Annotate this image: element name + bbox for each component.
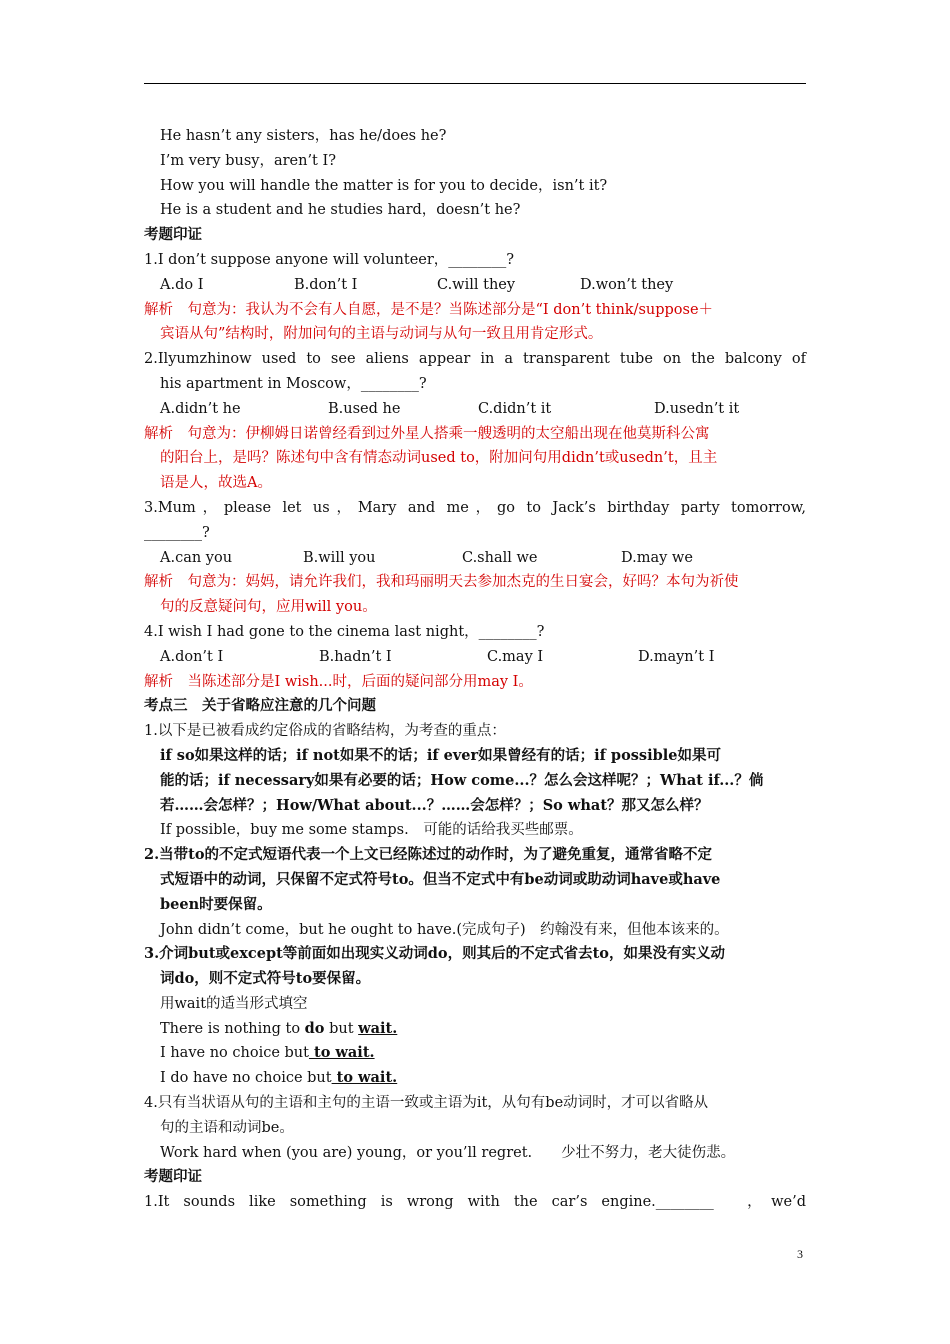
option: A.do I (160, 276, 204, 293)
point-line: 若……会怎样？；How/What about...？……会怎样？；So what？那又怎么样？ (160, 796, 709, 814)
option: C.may I (487, 648, 544, 665)
option: B.used he (328, 400, 401, 417)
exercise-answer: to wait. (308, 1044, 375, 1062)
example-line: John didn’t come，but he ought to have.(完成句子) 约翰没有来，但他本该来的。 (160, 921, 729, 938)
example-line: He is a student and he studies hard，doesn’t he? (160, 202, 521, 219)
exercise-answer: to wait. (331, 1069, 398, 1087)
explanation-line: 宾语从句”结构时，附加问句的主语与动词与从句一致且用肯定形式。 (160, 326, 603, 343)
exercise-line (144, 1017, 806, 1042)
point-line: if so如果这样的话；if not如果不的话；if ever如果曾经有的话；if possible如果可 (160, 746, 721, 764)
option: C.didn’t it (478, 400, 552, 417)
section-heading: 考题印证 (144, 1168, 202, 1186)
section-heading: 考题印证 (144, 226, 202, 244)
example-line: If possible，buy me some stamps. 可能的话给我买些邮票。 (160, 822, 583, 839)
exercise-line (144, 1066, 806, 1091)
option: C.will they (437, 276, 516, 293)
explanation-line: 的阳台上，是吗？陈述句中含有情态动词used to，附加问句用didn’t或usedn’t，且主 (160, 450, 718, 467)
option: D.won’t they (580, 276, 674, 293)
option: D.usedn’t it (654, 400, 740, 417)
section-heading: 考点三 关于省略应注意的几个问题 (144, 697, 376, 715)
page-body (144, 124, 806, 1215)
exercise-keyword: do (304, 1019, 325, 1037)
question: 3.Mum，please let us，Mary and me，go to Jack’s birthday party tomorrow, (144, 499, 806, 516)
point-line: 能的话；if necessary如果有必要的话；How come...？怎么会这样呢？；What if...？倘 (160, 771, 764, 789)
explanation-line: 解析 句意为：伊柳姆日诺曾经看到过外星人搭乘一艘透明的太空船出现在他莫斯科公寓 (144, 425, 710, 442)
option: B.will you (303, 549, 376, 566)
header-rule (144, 83, 806, 84)
option: B.don’t I (294, 276, 358, 293)
example-line: Work hard when (you are) young，or you’ll regret. 少壮不努力，老大徒伤悲。 (160, 1144, 736, 1161)
explanation-line: 解析 当陈述部分是I wish...时，后面的疑问部分用may I。 (144, 673, 533, 690)
option: C.shall we (462, 549, 538, 566)
point-line: 3.介词but或except等前面如出现实义动词do，则其后的不定式省去to，如果没有实义动 (144, 945, 725, 963)
question: 2.Ilyumzhinow used to see aliens appear in a transparent tube on the balcony of (144, 351, 806, 368)
example-line: How you will handle the matter is for you to decide，isn’t it? (160, 177, 608, 194)
page-number: 3 (797, 1247, 803, 1261)
example-line: I’m very busy，aren’t I? (160, 152, 336, 169)
point-line: 词do，则不定式符号to要保留。 (160, 970, 371, 988)
exercise-instruction: 用wait的适当形式填空 (160, 995, 308, 1012)
point-line: 句的主语和动词be。 (160, 1119, 294, 1136)
question: his apartment in Moscow，________? (160, 375, 427, 392)
explanation-line: 解析 句意为：我认为不会有人自愿，是不是？当陈述部分是“I don’t think/suppose＋ (144, 301, 714, 318)
question: 1.It sounds like something is wrong with the car’s engine.________ ，we’d (144, 1194, 806, 1211)
exercise-text: There is nothing to (160, 1020, 305, 1037)
point-line: been时要保留。 (160, 895, 272, 913)
options-row (144, 397, 806, 422)
point-line: 1.以下是已被看成约定俗成的省略结构，为考查的重点： (144, 723, 506, 740)
explanation-line: 句的反意疑问句，应用will you。 (160, 599, 377, 616)
options-row (144, 273, 806, 298)
option: D.may we (621, 549, 693, 566)
point-line: 4.只有当状语从句的主语和主句的主语一致或主语为it，从句有be动词时，才可以省略从 (144, 1095, 709, 1112)
point-line: 式短语中的动词，只保留不定式符号to。但当不定式中有be动词或助动词have或have (160, 870, 721, 888)
exercise-text: but (324, 1020, 359, 1037)
exercise-line (144, 1041, 806, 1066)
option: A.don’t I (160, 648, 224, 665)
question: 4.I wish I had gone to the cinema last night，________? (144, 623, 545, 640)
point-line: 2.当带to的不定式短语代表一个上文已经陈述过的动作时，为了避免重复，通常省略不定 (144, 846, 713, 864)
explanation-line: 语是人，故选A。 (160, 475, 272, 492)
example-line: He hasn’t any sisters，has he/does he? (160, 128, 447, 144)
exercise-answer: wait. (358, 1019, 398, 1037)
option: A.can you (160, 549, 233, 566)
question: 1.I don’t suppose anyone will volunteer，________? (144, 251, 515, 268)
explanation-line: 解析 句意为：妈妈，请允许我们，我和玛丽明天去参加杰克的生日宴会，好吗？本句为祈使 (144, 574, 739, 591)
option: A.didn’t he (160, 400, 241, 417)
exercise-text: I do have no choice but (160, 1070, 332, 1087)
options-row (144, 546, 806, 571)
option: B.hadn’t I (319, 648, 392, 665)
option: D.mayn’t I (638, 648, 715, 665)
question: ________? (144, 524, 210, 541)
exercise-text: I have no choice but (160, 1045, 309, 1062)
options-row (144, 645, 806, 670)
